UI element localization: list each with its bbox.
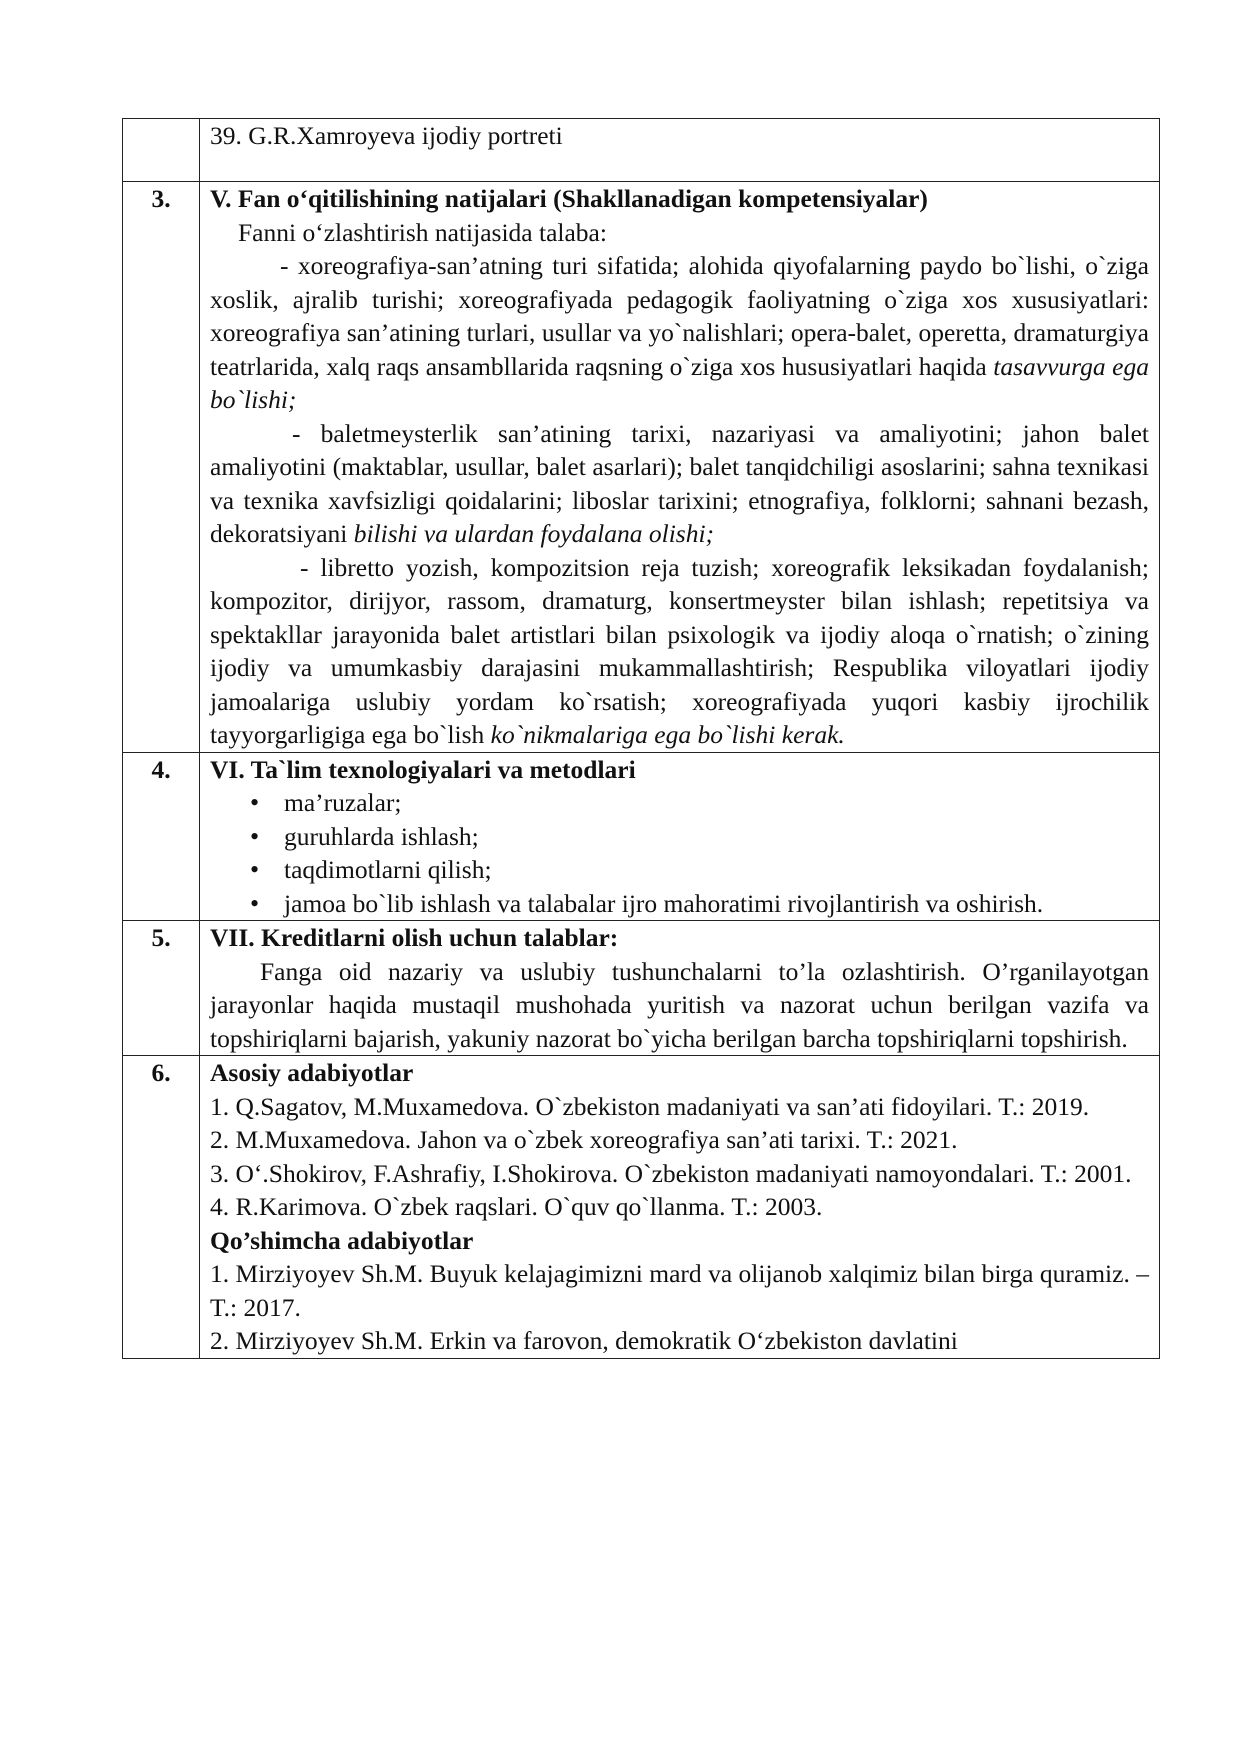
reference-item: 3. O‘.Shokirov, F.Ashrafiy, I.Shokirova. O`zbekiston madaniyati namoyondalari. T.: 2001.	[210, 1158, 1132, 1188]
list-item: • ma’ruzalar;	[284, 786, 1149, 820]
reference-item: 2. M.Muxamedova. Jahon va o`zbek xoreografiya san’ati tarixi. T.: 2021.	[210, 1125, 958, 1154]
row-content	[200, 119, 1160, 182]
section-heading: Qo’shimcha adabiyotlar	[210, 1225, 474, 1255]
section-heading: Asosiy adabiyotlar	[210, 1058, 414, 1087]
row-number: 4.	[123, 752, 200, 921]
reference-item: 4. R.Karimova. O`zbek raqslari. O`quv qo`llanma. T.: 2003.	[210, 1192, 823, 1221]
row-number: 3.	[123, 182, 200, 753]
table-row	[123, 119, 1160, 182]
section-heading: VII. Kreditlarni olish uchun talablar:	[210, 923, 619, 952]
paragraph: - xoreografiya-san’atning turi sifatida; alohida qiyofalarning paydo bo`lishi, o`ziga xoslik, ajralib turishi; xoreografiyada pedagogik faoliyatning o`ziga xos xususiyatlari: xoreografiya san’atining turlari, usullar va yo`nalishlari; opera-balet, operetta, dramaturgiya teatrlarida, xalq raqs ansambllarida raqsning o`ziga xos hususiyatlari haqida tasavvurga ega bo`lishi;	[210, 251, 1149, 414]
paragraph: - baletmeysterlik san’atining tarixi, nazariyasi va amaliyotini; jahon balet amaliyotini (maktablar, usullar, balet asarlari); balet tanqidchiligi asoslarini; sahna texnikasi va texnika xavfsizligi qoidalarini; liboslar tarixini; etnografiya, folklorni; sahnani bezash, dekoratsiyani bilishi va ulardan foydalana olishi;	[210, 418, 1149, 548]
reference-item: 2. Mirziyoyev Sh.M. Erkin va farovon, demokratik O‘zbekiston davlatini	[210, 1326, 958, 1355]
list-item: 39. G.R.Xamroyeva ijodiy portreti	[210, 121, 563, 150]
row-content	[200, 921, 1160, 1056]
section-intro: Fanni o‘zlashtirish natijasida talaba:	[238, 217, 607, 247]
emphasis-text: ko`nikmalariga ega bo`lishi kerak.	[490, 720, 845, 749]
table-row	[123, 182, 1160, 753]
row-number: 6.	[123, 1056, 200, 1359]
paragraph: - libretto yozish, kompozitsion reja tuzish; xoreografik leksikadan foydalanish; kompozitor, dirijyor, rassom, dramaturg, konsertmeyster bilan ishlash; repetitsiya va spektakllar jarayonida balet artistlari bilan psixologik va ijodiy aloqa o`rnatish; o`zining ijodiy va umumkasbiy darajasini mukammallashtirish; Respublika viloyatlari ijodiy jamoalariga uslubiy yordam ko`rsatish; xoreografiyada yuqori kasbiy ijrochilik tayyorgarligiga ega bo`lish ko`nikmalariga ega bo`lishi kerak.	[210, 552, 1149, 749]
row-number	[123, 119, 200, 182]
list-item: • taqdimotlarni qilish;	[284, 853, 1149, 887]
row-content	[200, 1056, 1160, 1359]
row-content	[200, 752, 1160, 921]
reference-item: 1. Mirziyoyev Sh.M. Buyuk kelajagimizni mard va olijanob xalqimiz bilan birga quramiz. – T.: 2017.	[210, 1259, 1149, 1322]
list-item: • guruhlarda ishlash;	[284, 820, 1149, 854]
section-heading: VI. Ta`lim texnologiyalari va metodlari	[210, 754, 636, 784]
table-row	[123, 752, 1160, 921]
table-row	[123, 1056, 1160, 1359]
paragraph: Fanga oid nazariy va uslubiy tushunchalarni to’la ozlashtirish. O’rganilayotgan jarayonlar haqida mustaqil mushohada yuritish va nazorat uchun berilgan vazifa va topshiriqlarni bajarish, yakuniy nazorat bo`yicha berilgan barcha topshiriqlarni topshirish.	[210, 956, 1149, 1053]
syllabus-table	[122, 118, 1160, 1359]
methods-list	[210, 786, 1149, 920]
reference-item: 1. Q.Sagatov, M.Muxamedova. O`zbekiston madaniyati va san’ati fidoyilari. T.: 2019.	[210, 1091, 1090, 1121]
row-number: 5.	[123, 921, 200, 1056]
emphasis-text: tasavvurga ega bo`lishi;	[210, 351, 1149, 414]
emphasis-text: bilishi va ulardan foydalana olishi;	[353, 519, 715, 548]
section-heading: V. Fan o‘qitilishining natijalari (Shakllanadigan kompetensiyalar)	[210, 184, 928, 213]
table-row	[123, 921, 1160, 1056]
list-item: • jamoa bo`lib ishlash va talabalar ijro mahoratimi rivojlantirish va oshirish.	[284, 887, 1149, 921]
row-content	[200, 182, 1160, 753]
